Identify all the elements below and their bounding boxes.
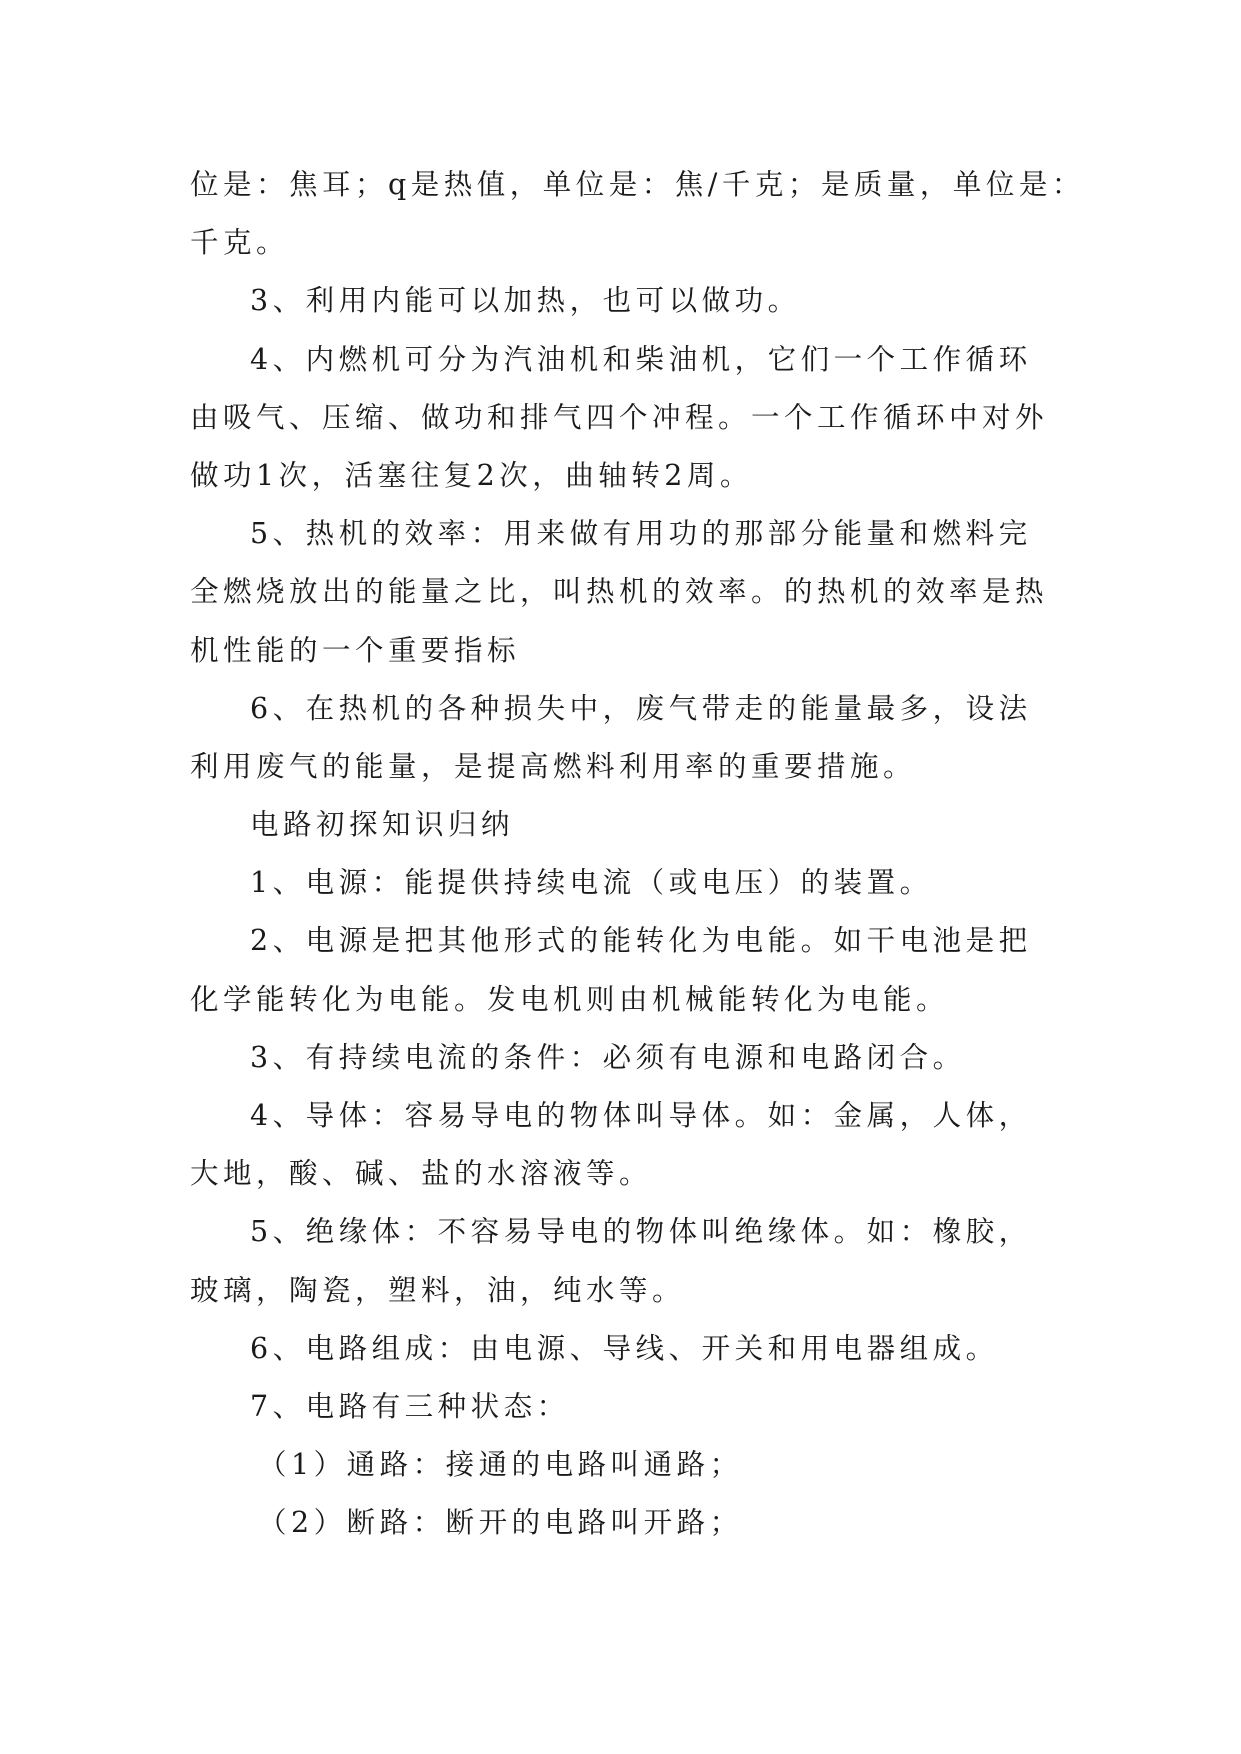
- section-heading: 电路初探知识归纳: [250, 808, 515, 842]
- text-line: （2）断路：断开的电路叫开路；: [258, 1506, 743, 1540]
- text-line: 位是：焦耳；q是热值，单位是：焦/千克；是质量，单位是：: [190, 168, 1085, 201]
- text-line: 玻璃，陶瓷，塑料，油，纯水等。: [190, 1273, 686, 1307]
- text-line: 1、电源：能提供持续电流（或电压）的装置。: [250, 866, 933, 900]
- text-line: 利用废气的能量，是提高燃料利用率的重要措施。: [190, 749, 917, 783]
- text-line: 3、有持续电流的条件：必须有电源和电路闭合。: [250, 1040, 966, 1074]
- text-line: 5、热机的效率：用来做有用功的那部分能量和燃料完: [250, 517, 1032, 551]
- text-line: 7、电路有三种状态：: [250, 1389, 570, 1423]
- text-line: 由吸气、压缩、做功和排气四个冲程。一个工作循环中对外: [190, 400, 1049, 434]
- text-line: 5、绝缘体：不容易导电的物体叫绝缘体。如：橡胶，: [250, 1215, 1032, 1249]
- text-line: 大地，酸、碱、盐的水溶液等。: [190, 1157, 653, 1191]
- text-line: 做功1次，活塞往复2次，曲轴转2周。: [190, 458, 753, 492]
- text-line: 4、内燃机可分为汽油机和柴油机，它们一个工作循环: [250, 342, 1032, 376]
- text-line: 全燃烧放出的能量之比，叫热机的效率。的热机的效率是热: [190, 575, 1049, 609]
- text-line: 机性能的一个重要指标: [190, 633, 521, 667]
- text-line: （1）通路：接通的电路叫通路；: [258, 1448, 743, 1482]
- text-line: 4、导体：容易导电的物体叫导体。如：金属，人体，: [250, 1099, 1032, 1132]
- text-line: 化学能转化为电能。发电机则由机械能转化为电能。: [190, 982, 950, 1016]
- text-line: 2、电源是把其他形式的能转化为电能。如干电池是把: [250, 924, 1032, 958]
- body-text: [190, 156, 1090, 1553]
- text-line: 千克。: [190, 226, 290, 260]
- text-line: 6、在热机的各种损失中，废气带走的能量最多，设法: [250, 691, 1032, 725]
- text-line: 6、电路组成：由电源、导线、开关和用电器组成。: [250, 1331, 999, 1365]
- text-line: 3、利用内能可以加热，也可以做功。: [250, 284, 801, 318]
